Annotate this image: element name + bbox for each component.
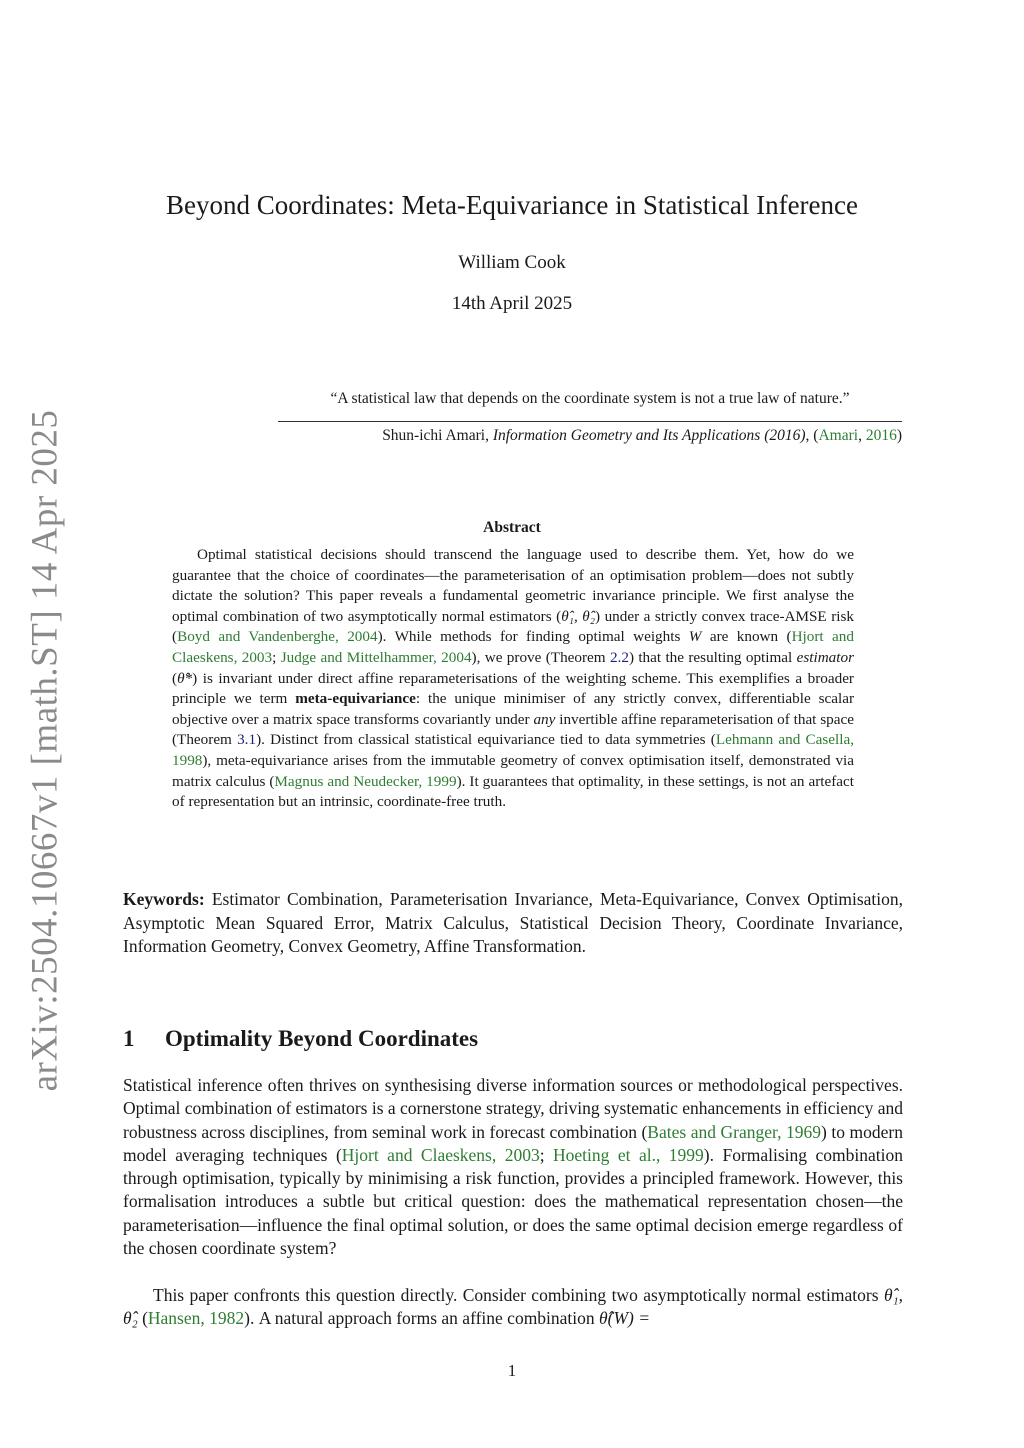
math-theta-pair: θ̂₁, θ̂₂ bbox=[123, 1285, 903, 1329]
theorem-ref-link[interactable]: 3.1 bbox=[237, 731, 257, 749]
math-theta-W: θ̂(W) = bbox=[599, 1308, 651, 1329]
paper-date: 14th April 2025 bbox=[451, 293, 573, 314]
epigraph-source: Shun-ichi Amari, Information Geometry and Its Applications (2016), (Amari, 2016) bbox=[382, 427, 902, 444]
citation-link[interactable]: Hjort and Claeskens, 2003 bbox=[172, 628, 854, 666]
author-name: William Cook bbox=[458, 252, 566, 273]
keywords-block bbox=[123, 888, 903, 959]
section-number: 1 bbox=[123, 1026, 135, 1051]
keywords-text: Estimator Combination, Parameterisation Invariance, Meta-Equivariance, Convex Optimisation, Asymptotic Mean Squared Error, Matrix Calculus, Statistical Decision Theory, Coordinate Invariance, Information Geometry, Convex Geometry, Affine Transformation. bbox=[123, 889, 903, 956]
citation-link[interactable]: Lehmann and Casella, 1998 bbox=[172, 731, 855, 769]
epigraph-divider bbox=[278, 421, 902, 422]
citation-link[interactable]: Hansen, 1982 bbox=[147, 1308, 245, 1329]
abstract-heading: Abstract bbox=[483, 519, 541, 536]
citation-link[interactable]: Magnus and Neudecker, 1999 bbox=[274, 772, 457, 790]
citation-link[interactable]: Judge and Mittelhammer, 2004 bbox=[280, 648, 472, 666]
arxiv-stamp-text: arXiv:2504.10667v1 [math.ST] 14 Apr 2025 bbox=[24, 409, 66, 1091]
body-paragraph: This paper confronts this question directly. Consider combining two asymptotically normal estimators θ̂₁, θ̂₂ (Hansen, 1982). A natural approach forms an affine combination θ̂(W) = bbox=[123, 1285, 903, 1329]
citation-link[interactable]: Hjort and Claeskens, 2003 bbox=[341, 1144, 540, 1165]
math-theta-pair: θ̂₁, θ̂₂ bbox=[561, 607, 596, 625]
keywords-label: Keywords: bbox=[123, 889, 205, 909]
page-number: 1 bbox=[507, 1361, 517, 1380]
body-paragraph: Statistical inference often thrives on synthesising diverse information sources or methodological perspectives. Optimal combination of estimators is a cornerstone strategy, driving systematic enhancements in efficiency and robustness across disciplines, from seminal work in forecast combination (Bates and Granger, 1969) to modern model averaging techniques (Hjort and Claeskens, 2003; Hoeting et al., 1999). Formalising combination through optimisation, typically by minimising a risk function, provides a principled framework. However, this formalisation introduces a subtle but critical question: does the mathematical representation chosen—the parameterisation—influence the final optimal solution, or does the same optimal decision emerge regardless of the chosen coordinate system? bbox=[123, 1075, 903, 1259]
paper-title: Beyond Coordinates: Meta-Equivariance in Statistical Inference bbox=[165, 190, 858, 220]
epigraph-quote: “A statistical law that depends on the coordinate system is not a true law of nature.” bbox=[330, 390, 850, 407]
meta-equivariance-term: meta-equivariance bbox=[295, 690, 416, 708]
citation-link[interactable]: Boyd and Vandenberghe, 2004 bbox=[177, 628, 378, 646]
citation-link[interactable]: Bates and Granger, 1969 bbox=[647, 1121, 822, 1142]
section-title: Optimality Beyond Coordinates bbox=[165, 1026, 479, 1051]
citation-link[interactable]: Hoeting et al., 1999 bbox=[553, 1144, 704, 1165]
abstract-text: Optimal statistical decisions should transcend the language used to describe them. Yet, how do we guarantee that the choice of coordinates—the parameterisation of an optimisation problem—does not subtly dictate the solution? This paper reveals a fundamental geometric invariance principle. We first analyse the optimal combination of two asymptotically normal estimators (θ̂₁, θ̂₂) under a strictly convex trace-AMSE risk (Boyd and Vandenberghe, 2004). While methods for finding optimal weights W are known (Hjort and Claeskens, 2003; Judge and Mittelhammer, 2004), we prove (Theorem 2.2) that the resulting optimal estimator (θ̂*) is invariant under direct affine reparameterisations of the weighting scheme. This exemplifies a broader principle we term meta-equivariance: the unique minimiser of any strictly convex, differentiable scalar objective over a matrix space transforms covariantly under any invertible affine reparameterisation of that space (Theorem 3.1). Distinct from classical statistical equivariance tied to data symmetries (Lehmann and Casella, 1998), meta-equivariance arises from the immutable geometry of convex optimisation itself, demonstrated via matrix calculus (Magnus and Neudecker, 1999). It guarantees that optimality, in these settings, is not an artefact of representation but an intrinsic, coordinate-free truth. bbox=[172, 546, 855, 811]
math-theta-star: θ̂* bbox=[177, 669, 193, 687]
math-W: W bbox=[688, 628, 702, 646]
theorem-ref-link[interactable]: 2.2 bbox=[609, 648, 629, 666]
epigraph-author: Shun-ichi Amari, bbox=[382, 427, 489, 444]
epigraph-work: Information Geometry and Its Applications (2016) bbox=[492, 427, 806, 444]
section-heading bbox=[123, 1026, 478, 1052]
citation-link[interactable]: Amari, 2016 bbox=[818, 427, 897, 444]
